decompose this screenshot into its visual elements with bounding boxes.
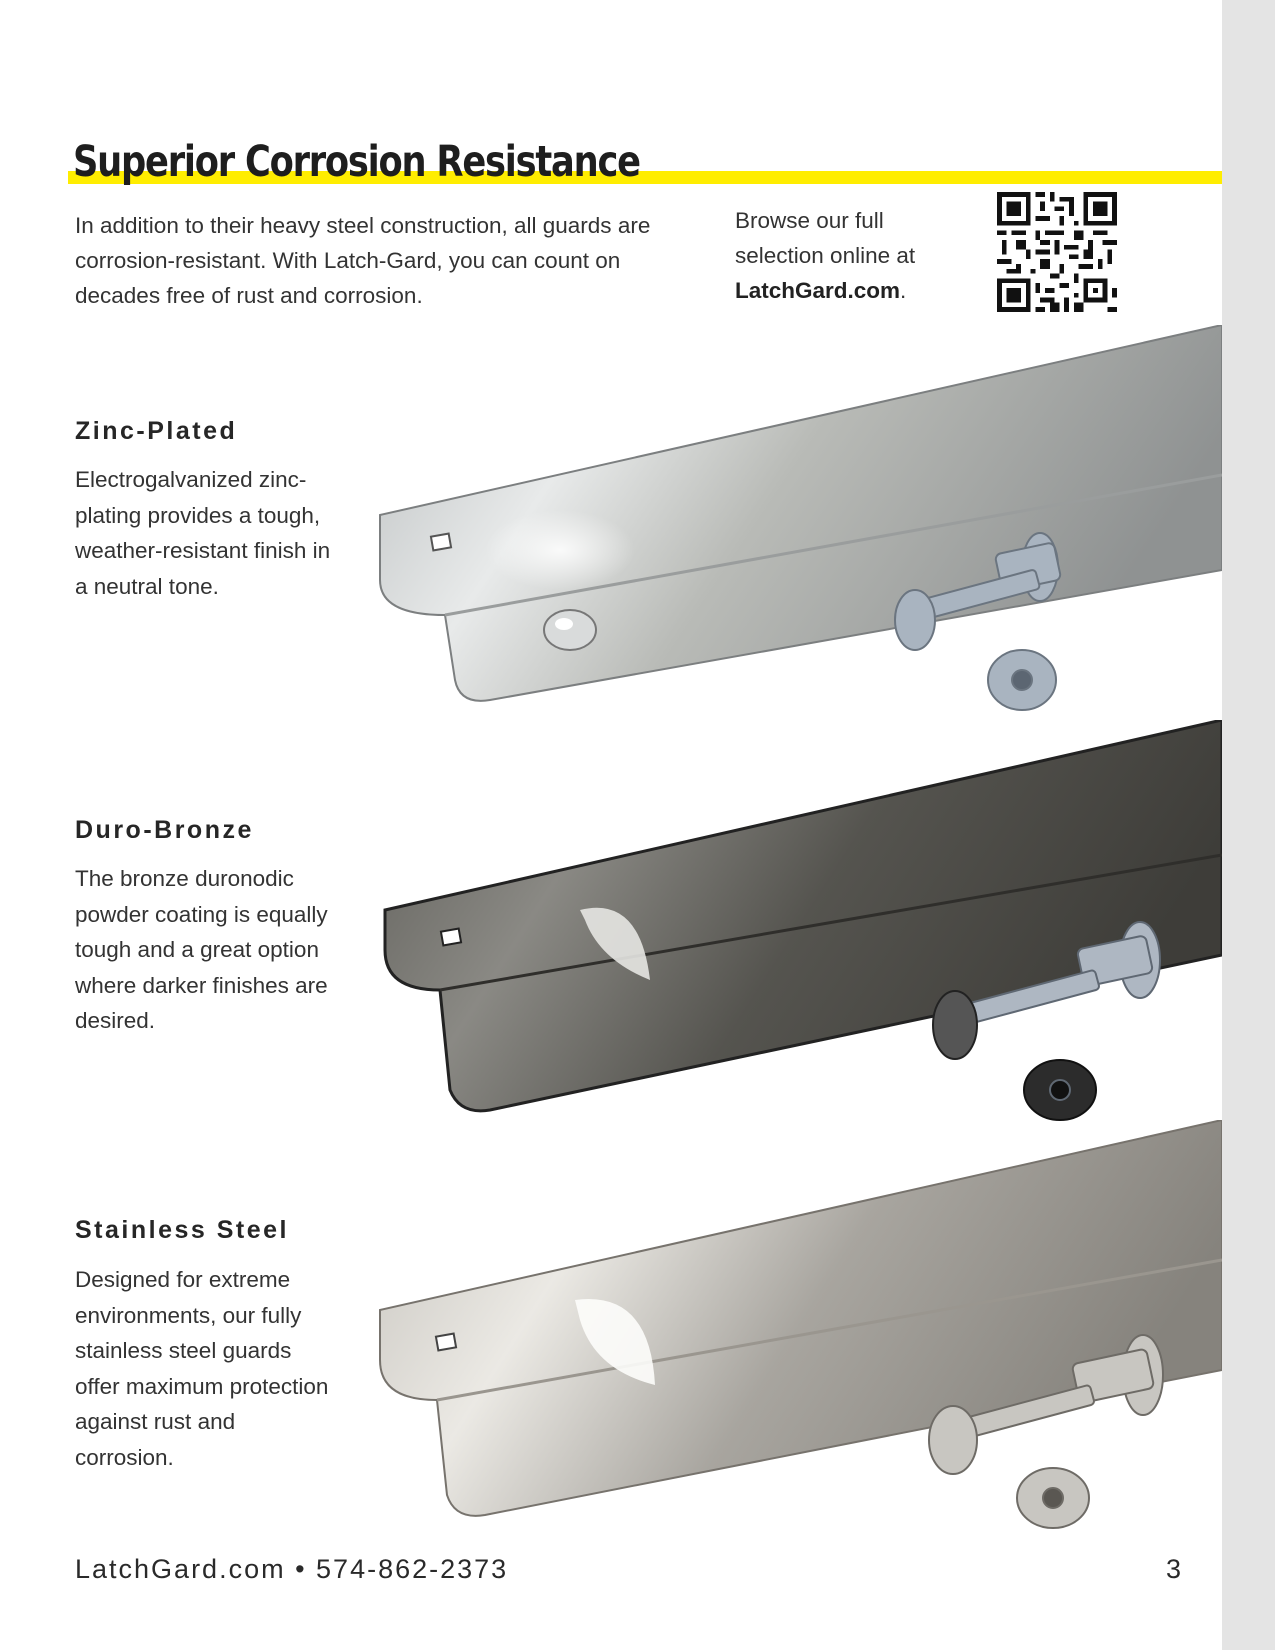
intro-paragraph: In addition to their heavy steel construction, all guards are corrosion-resistant. With Latch-Gard, you can count on decades free of rust and corrosion. xyxy=(75,213,651,308)
browse-label: Browse our full selection online at xyxy=(735,208,916,268)
website-link[interactable]: LatchGard.com xyxy=(735,278,901,303)
page-number: 3 xyxy=(1166,1554,1182,1584)
browse-text xyxy=(735,203,965,308)
duro-bronze-description: The bronze duronodic powder coating is equally tough and a great option where darker finishes are desired. xyxy=(75,866,328,1033)
stainless-steel-heading: Stainless Steel xyxy=(75,1216,289,1244)
zinc-plated-latch-guard-image xyxy=(370,325,1222,715)
page-title: Superior Corrosion Resistance xyxy=(73,137,640,187)
stainless-steel-description: Designed for extreme environments, our fully stainless steel guards offer maximum protection against rust and corrosion. xyxy=(75,1267,329,1470)
stainless-steel-latch-guard-image xyxy=(375,1120,1222,1530)
duro-bronze-heading: Duro-Bronze xyxy=(75,816,254,844)
qr-code-icon[interactable] xyxy=(997,192,1117,312)
duro-bronze-latch-guard-image xyxy=(380,720,1222,1125)
footer-contact: LatchGard.com • 574-862-2373 xyxy=(75,1554,509,1584)
browse-suffix: . xyxy=(900,278,907,303)
zinc-plated-heading: Zinc-Plated xyxy=(75,417,238,445)
side-strip xyxy=(1222,0,1275,1650)
zinc-plated-description: Electrogalvanized zinc-plating provides a tough, weather-resistant finish in a neutral tone. xyxy=(75,467,331,599)
